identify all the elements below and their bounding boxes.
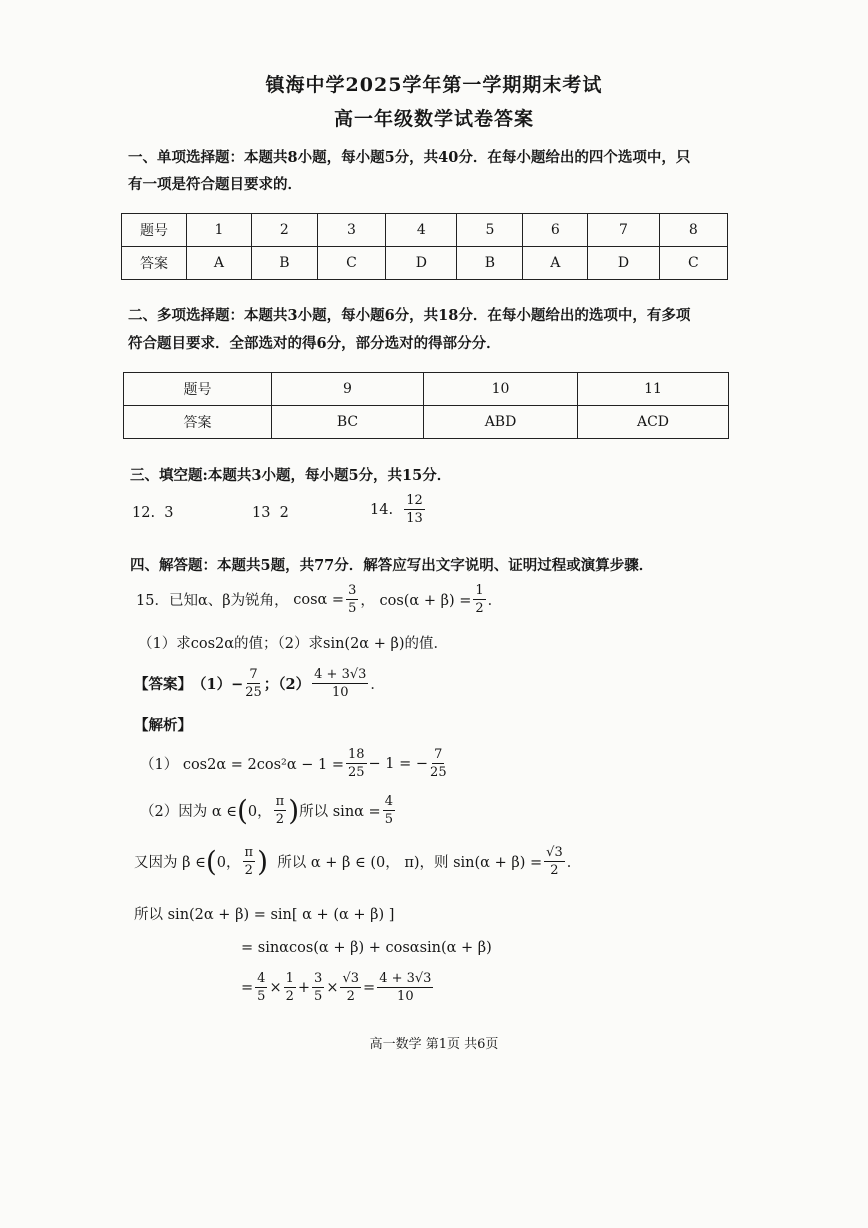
answer-cell: D <box>588 247 659 280</box>
question-number: 13 <box>252 505 271 521</box>
page-footer: 高一数学 第1页 共6页 <box>369 1037 499 1052</box>
answer-fraction <box>404 494 425 525</box>
fraction-denominator: 2 <box>244 863 253 878</box>
question-15-stem <box>136 584 502 615</box>
answer-cell: D <box>386 247 457 280</box>
step-expression: 又因为 β ∈ <box>134 855 206 871</box>
question-number: 8 <box>659 214 727 247</box>
fraction-numerator: 3 <box>348 583 357 598</box>
period: ． <box>566 855 582 871</box>
exam-subtitle: 高一年级数学试卷答案 <box>333 108 534 130</box>
fraction-denominator: 2 <box>346 989 355 1004</box>
table-row <box>122 214 728 247</box>
fraction-numerator: 12 <box>406 493 423 508</box>
fraction-denominator: 2 <box>550 863 559 878</box>
analysis-label: 【解析】 <box>134 717 192 734</box>
fill-answer-13 <box>252 505 289 521</box>
answer-cell: B <box>457 247 523 280</box>
step-expression: （2）因为 α ∈ <box>140 804 237 820</box>
question-number: 10 <box>424 373 578 406</box>
fraction <box>312 668 368 699</box>
fraction-numerator: √3 <box>342 971 360 986</box>
fraction <box>346 584 358 615</box>
fraction-numerator: 1 <box>475 583 484 598</box>
period: ． <box>370 677 385 693</box>
fraction <box>284 972 296 1003</box>
answer-cell: C <box>659 247 727 280</box>
multiple-choice-answer-table <box>123 372 729 439</box>
row-label-answer: 答案 <box>124 406 272 439</box>
question-number: 4 <box>386 214 457 247</box>
fraction-denominator: 2 <box>275 812 285 827</box>
fraction-denominator: 13 <box>406 511 423 526</box>
fraction-denominator: 2 <box>285 989 294 1004</box>
fraction-denominator: 25 <box>245 685 262 700</box>
fill-answer-14 <box>370 494 427 525</box>
fraction <box>377 972 433 1003</box>
question-15-prefix: 15．已知α、β为锐角， <box>136 593 289 609</box>
fraction-numerator: 7 <box>434 747 443 762</box>
fraction-numerator: 7 <box>249 667 258 682</box>
section4-heading: 四、解答题：本题共5题，共77分．解答应写出文字说明、证明过程或演算步骤． <box>130 557 654 574</box>
row-label-answer: 答案 <box>122 247 187 280</box>
right-paren: ) <box>288 793 300 827</box>
question-number: 14. <box>370 501 394 518</box>
step-expression: − 1 = − <box>368 755 429 772</box>
fraction <box>255 972 267 1003</box>
answer-value: 2 <box>279 505 289 521</box>
question-15-parts: （1）求cos2α的值；（2）求sin(2α + β)的值． <box>138 636 449 652</box>
fraction-denominator: 2 <box>475 601 484 616</box>
step-expression: 所以 sinα = <box>299 804 381 820</box>
left-paren: ( <box>205 844 217 878</box>
right-paren: ) <box>257 844 268 878</box>
fraction <box>245 668 262 699</box>
row-label-question: 题号 <box>124 373 272 406</box>
step-expression: （1） cos2α = 2cos²α − 1 = <box>140 757 344 773</box>
table-row <box>124 373 729 406</box>
question-number: 9 <box>272 373 424 406</box>
step-expression: 所以 α + β ∈ (0， π)，则 sin(α + β) = <box>277 855 543 871</box>
answer-line <box>134 668 385 699</box>
solution-step-4: 所以 sin(2α + β) = sin[ α + (α + β) ] <box>134 907 395 923</box>
solution-step-2 <box>140 795 397 826</box>
fraction-numerator: 1 <box>285 971 294 986</box>
fraction-numerator: 4 <box>384 794 393 809</box>
fraction-numerator: 18 <box>347 747 365 762</box>
question-number: 2 <box>251 214 317 247</box>
times-sign: × <box>326 979 339 996</box>
solution-step-5: = sinαcos(α + β) + cosαsin(α + β) <box>241 940 492 956</box>
answer-part2-label: ；（2） <box>263 676 311 693</box>
condition-cos-alpha: cosα = <box>293 591 345 608</box>
left-paren: ( <box>236 793 248 827</box>
equals-sign: = <box>241 979 254 996</box>
fraction <box>243 846 256 877</box>
fraction-numerator: 4 + 3√3 <box>379 971 432 986</box>
fraction-denominator: 5 <box>257 989 266 1004</box>
interval-start: 0， <box>247 804 272 820</box>
fraction <box>274 795 287 826</box>
answer-label: 【答案】 <box>134 676 192 693</box>
answer-cell: C <box>317 247 385 280</box>
fraction <box>383 795 395 826</box>
section1-heading-line1: 一、单项选择题：本题共8小题，每小题5分，共40分．在每小题给出的四个选项中，只 <box>128 149 691 166</box>
question-number: 3 <box>317 214 385 247</box>
answer-cell: B <box>251 247 317 280</box>
answer-part1-label: （1）− <box>192 676 244 693</box>
fraction-denominator: 25 <box>430 765 447 780</box>
question-number: 5 <box>457 214 523 247</box>
table-row <box>122 247 728 280</box>
fraction <box>340 972 361 1003</box>
section1-heading-line2: 有一项是符合题目要求的． <box>128 176 302 193</box>
fraction-denominator: 10 <box>332 685 349 700</box>
question-number: 12. <box>132 505 156 521</box>
solution-step-1 <box>140 748 449 779</box>
fraction <box>346 748 367 779</box>
interval-start: 0， <box>216 855 241 871</box>
answer-cell: ABD <box>424 406 578 439</box>
period: ． <box>487 593 503 609</box>
answer-cell: A <box>187 247 252 280</box>
fraction-numerator: 3 <box>314 971 323 986</box>
condition-cos-alpha-beta: ， cos(α + β) = <box>360 593 472 609</box>
plus-sign: + <box>297 979 311 996</box>
answer-cell: ACD <box>578 406 729 439</box>
fraction-denominator: 5 <box>384 812 393 827</box>
solution-step-3 <box>134 846 581 877</box>
answer-cell: A <box>523 247 588 280</box>
fraction-numerator: π <box>244 845 254 860</box>
fraction <box>473 584 485 615</box>
times-sign: × <box>269 979 282 996</box>
fraction-numerator: √3 <box>546 845 563 860</box>
question-number: 1 <box>187 214 252 247</box>
exam-title: 镇海中学2025学年第一学期期末考试 <box>265 74 603 96</box>
fraction-numerator: 4 + 3√3 <box>314 667 367 682</box>
fraction-denominator: 5 <box>314 989 323 1004</box>
equals-sign: = <box>363 979 376 996</box>
question-number: 6 <box>523 214 588 247</box>
fraction <box>312 972 324 1003</box>
fraction <box>430 748 447 779</box>
fraction-denominator: 10 <box>397 989 414 1004</box>
fraction <box>544 846 565 877</box>
fraction-denominator: 25 <box>347 765 365 780</box>
fill-answer-12 <box>132 505 174 521</box>
single-choice-answer-table <box>121 213 728 280</box>
fraction-denominator: 5 <box>348 601 357 616</box>
fraction-numerator: π <box>275 794 285 809</box>
section3-heading: 三、填空题:本题共3小题，每小题5分，共15分． <box>130 467 452 484</box>
table-row <box>124 406 729 439</box>
question-number: 11 <box>578 373 729 406</box>
solution-step-6 <box>241 972 435 1003</box>
answer-value: 3 <box>164 505 174 521</box>
section2-heading-line1: 二、多项选择题：本题共3小题，每小题6分，共18分．在每小题给出的选项中，有多项 <box>128 307 691 324</box>
answer-cell: BC <box>272 406 424 439</box>
question-number: 7 <box>588 214 659 247</box>
fraction-numerator: 4 <box>257 971 266 986</box>
row-label-question: 题号 <box>122 214 187 247</box>
section2-heading-line2: 符合题目要求．全部选对的得6分，部分选对的得部分分． <box>128 335 501 352</box>
